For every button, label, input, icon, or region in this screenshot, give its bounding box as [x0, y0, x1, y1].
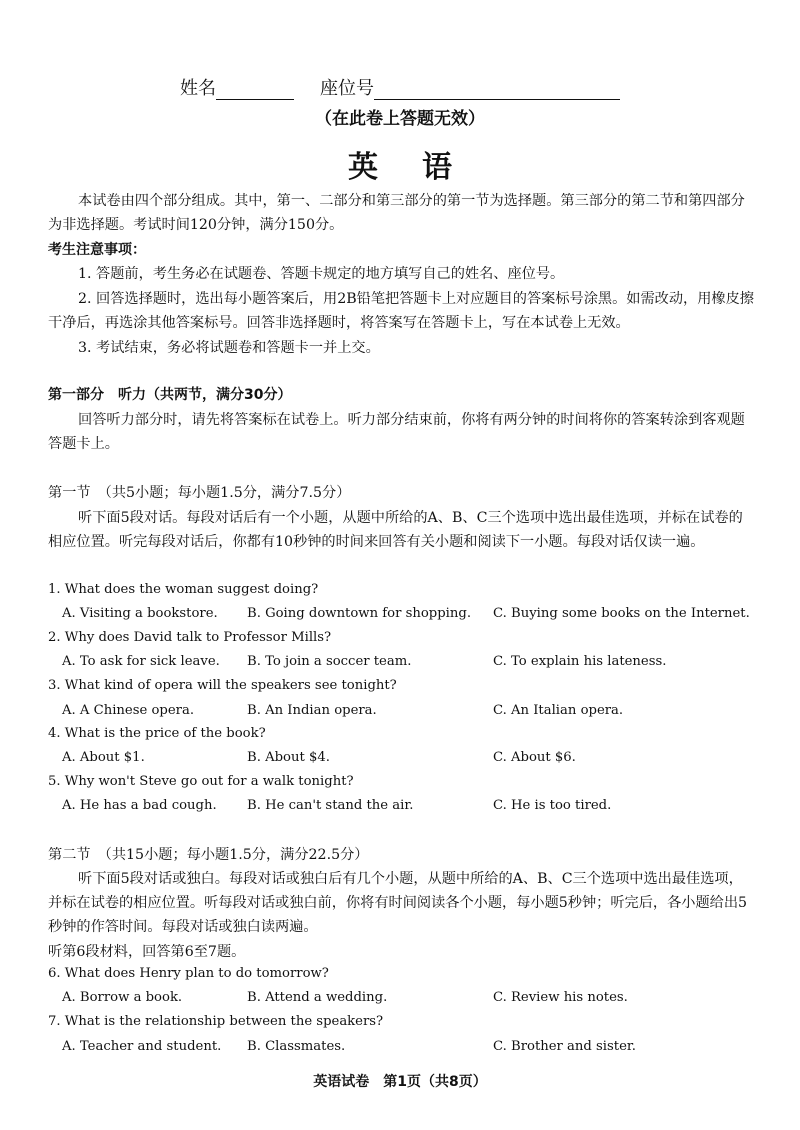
option-b: B. About $4. — [247, 750, 330, 765]
option-a: A. Visiting a bookstore. — [62, 606, 218, 621]
name-label: 姓名 — [180, 78, 216, 99]
option-c: C. An Italian opera. — [493, 703, 624, 718]
notes-title: 考生注意事项： — [48, 242, 146, 258]
option-a: A. About $1. — [62, 750, 145, 765]
question-7: 7. What is the relationship between the speakers? — [48, 1014, 384, 1029]
option-c: C. To explain his lateness. — [493, 654, 667, 669]
option-c: C. He is too tired. — [493, 798, 612, 813]
section1-title: 第一节 （共5小题；每小题1.5分，满分7.5分） — [48, 485, 351, 501]
section2-title: 第二节 （共15小题；每小题1.5分，满分22.5分） — [48, 847, 369, 863]
student-info-line — [0, 74, 800, 100]
option-b: B. He can't stand the air. — [247, 798, 414, 813]
option-b: B. Classmates. — [247, 1039, 346, 1054]
option-b: B. Attend a wedding. — [247, 990, 388, 1005]
page-footer: 英语试卷 第1页（共8页） — [313, 1074, 487, 1090]
question-5: 5. Why won't Steve go out for a walk tonight? — [48, 774, 354, 789]
option-c: C. Brother and sister. — [493, 1039, 636, 1054]
question-2: 2. Why does David talk to Professor Mills? — [48, 630, 332, 645]
option-c: C. Review his notes. — [493, 990, 628, 1005]
name-blank — [216, 81, 294, 100]
seat-blank — [374, 81, 620, 100]
note-2: 2. 回答选择题时，选出每小题答案后，用2B铅笔把答题卡上对应题目的答案标号涂黑。如需改动，用橡皮擦干净后，再选涂其他答案标号。回答非选择题时，将答案写在答题卡上，写在本试卷上无效。 — [48, 291, 754, 331]
note-1: 1. 答题前，考生务必在试题卷、答题卡规定的地方填写自己的姓名、座位号。 — [78, 266, 565, 282]
part1-title: 第一部分 听力（共两节，满分30分） — [48, 387, 292, 403]
option-a: A. Borrow a book. — [62, 990, 183, 1005]
intro-paragraph: 本试卷由四个部分组成。其中，第一、二部分和第三部分的第一节为选择题。第三部分的第二节和第四部分为非选择题。考试时间120分钟，满分150分。 — [48, 193, 745, 233]
section1-desc: 听下面5段对话。每段对话后有一个小题，从题中所给的A、B、C三个选项中选出最佳选项，并标在试卷的相应位置。听完每段对话后，你都有10秒钟的时间来回答有关小题和阅读下一小题。每段对话仅读一遍。 — [48, 510, 743, 550]
option-b: B. Going downtown for shopping. — [247, 606, 472, 621]
question-1: 1. What does the woman suggest doing? — [48, 582, 319, 597]
option-c: C. About $6. — [493, 750, 576, 765]
part1-desc: 回答听力部分时，请先将答案标在试卷上。听力部分结束前，你将有两分钟的时间将你的答案转涂到客观题答题卡上。 — [48, 412, 745, 452]
note-3: 3. 考试结束，务必将试题卷和答题卡一并上交。 — [78, 340, 380, 356]
section2-desc: 听下面5段对话或独白。每段对话或独白后有几个小题，从题中所给的A、B、C三个选项中选出最佳选项，并标在试卷的相应位置。听每段对话或独白前，你将有时间阅读各个小题，每小题5秒钟；听完后，各小题给出5秒钟的作答时间。每段对话或独白读两遍。 — [48, 871, 748, 935]
invalid-notice: （在此卷上答题无效） — [315, 109, 485, 129]
question-6: 6. What does Henry plan to do tomorrow? — [48, 966, 329, 981]
option-a: A. He has a bad cough. — [62, 798, 217, 813]
question-3: 3. What kind of opera will the speakers see tonight? — [48, 678, 397, 693]
option-a: A. Teacher and student. — [62, 1039, 222, 1054]
page-title: 英语 — [348, 150, 496, 185]
seat-label: 座位号 — [320, 78, 374, 99]
material-instruction: 听第6段材料，回答第6至7题。 — [48, 944, 246, 960]
option-b: B. An Indian opera. — [247, 703, 377, 718]
option-a: A. To ask for sick leave. — [62, 654, 220, 669]
option-b: B. To join a soccer team. — [247, 654, 412, 669]
option-c: C. Buying some books on the Internet. — [493, 606, 750, 621]
option-a: A. A Chinese opera. — [62, 703, 195, 718]
question-4: 4. What is the price of the book? — [48, 726, 266, 741]
